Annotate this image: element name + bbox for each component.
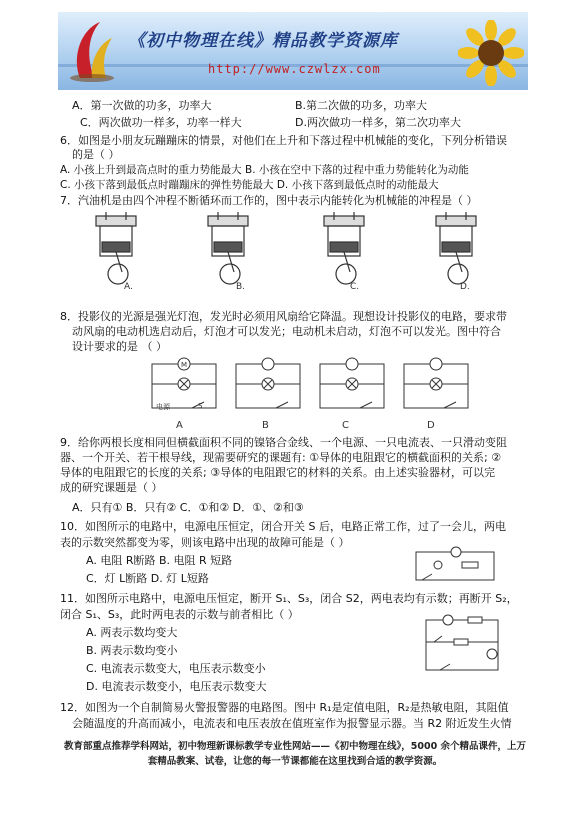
footer-line1: 教育部重点推荐学科网站，初中物理新课标教学专业性网站——《初中物理在线》，5000 余个精品课件，上万: [64, 741, 526, 752]
q9-stem-line2: 器、一个开关、若干根导线，现需要研究的课题有: ①导体的电阻跟它的横截面积的关系; ②: [60, 451, 502, 464]
q11-option-d: D. 电流表示数变小，电压表示数变大: [86, 680, 267, 693]
circuit-label-c: C: [342, 420, 349, 431]
q10-options-cd: C．灯 L断路 D. 灯 L短路: [86, 572, 209, 585]
q9-stem-line3: 导体的电阻跟它的长度的关系; ③导体的电阻跟它的材料的关系。由上述实验器材，可以完: [60, 466, 496, 479]
q9-options: A．只有① B．只有② C．①和② D．①、②和③: [72, 501, 304, 514]
q12-stem-line1: 12．如图为一个自制简易火警报警器的电路图。图中 R₁是定值电阻，R₂是热敏电阻，其阻值: [60, 701, 509, 714]
q5-option-c: C．两次做功一样多，功率一样大: [80, 116, 242, 129]
q5-option-b: B.第二次做的功多，功率大: [295, 99, 428, 112]
q8-stem-line3: 设计要求的是 （ ）: [72, 340, 167, 353]
q12-stem-line2: 会随温度的升高而减小，电流表和电压表放在值班室作为报警显示器。当 R2 附近发生火情: [72, 717, 512, 730]
switch-label: S: [198, 402, 203, 410]
footer-line2: 套精品教案、试卷，让您的每一节课都能在这里找到合适的教学资源。: [147, 756, 443, 767]
q6-stem-line2: 的是（ ）: [72, 148, 120, 161]
circuit-label-a: A: [176, 420, 183, 431]
engine-cylinder: [96, 212, 136, 284]
q11-circuit-diagram: [420, 612, 506, 676]
engine-label-a: A.: [124, 282, 133, 292]
circuit-label-b: B: [262, 420, 269, 431]
engine-label-d: D.: [460, 282, 470, 292]
header-banner: [58, 12, 528, 90]
q11-stem-line1: 11．如图所示电路中，电源电压恒定，断开 S₁、S₃，闭合 S2，两电表均有示数；再断开 S₂，: [60, 592, 518, 605]
q11-option-b: B. 两表示数均变小: [86, 644, 178, 657]
banner-title: 《初中物理在线》精品教学资源库: [128, 31, 398, 51]
engine-label-b: B.: [236, 282, 246, 292]
q9-stem-line1: 9．给你两根长度相同但横截面积不同的镍铬合金线、一个电源、一只电流表、一只滑动变阻: [60, 436, 507, 449]
q11-option-c: C. 电流表示数变大，电压表示数变小: [86, 662, 266, 675]
engine-figures: [80, 212, 520, 296]
power-label: 电源: [156, 403, 170, 411]
banner-url[interactable]: http://www.czwlzx.com: [208, 62, 381, 76]
sunflower-icon: [458, 20, 524, 86]
engine-strokes-diagram: [80, 212, 520, 296]
q6-options-cd: C. 小孩下落到最低点时蹦蹦床的弹性势能最大 D. 小孩下落到最低点时的动能最大: [60, 179, 439, 191]
q11-stem-line2: 闭合 S₁、S₃，此时两电表的示数与前者相比（ ）: [60, 608, 299, 621]
q10-stem-line2: 表的示数突然都变为零，则该电路中出现的故障可能是（ ）: [60, 536, 350, 549]
q11-option-a: A. 两表示数均变大: [86, 626, 178, 639]
q7-stem: 7．汽油机是由四个冲程不断循环而工作的，图中表示内能转化为机械能的冲程是（ ）: [60, 194, 478, 207]
q5-option-a: A．第一次做的功多，功率大: [72, 99, 212, 112]
q10-circuit-diagram: [412, 546, 498, 586]
q8-stem-line2: 动风扇的电动机选启动后，灯泡才可以发光；电动机未启动，灯泡不可以发光。图中符合: [72, 325, 501, 338]
circuit-label-d: D: [427, 420, 435, 431]
motor-symbol-label: M: [181, 361, 188, 369]
q9-stem-line4: 成的研究课题是（ ）: [60, 481, 163, 494]
q8-stem-line1: 8．投影仪的光源是强光灯泡，发光时必须用风扇给它降温。现想设计投影仪的电路，要求带: [60, 310, 507, 323]
q11-circuit-figure: [420, 612, 506, 676]
q10-stem-line1: 10．如图所示的电路中，电源电压恒定，闭合开关 S 后，电路正常工作，过了一会儿，两电: [60, 520, 506, 533]
q10-options-ab: A. 电阻 R断路 B. 电阻 R 短路: [86, 554, 233, 567]
q10-circuit-figure: [412, 546, 498, 586]
q5-option-d: D.两次做功一样多，第二次功率大: [295, 116, 461, 129]
q6-stem-line1: 6．如图是小朋友玩蹦蹦床的情景，对他们在上升和下落过程中机械能的变化，下列分析错误: [60, 134, 507, 147]
site-logo-icon: [66, 18, 116, 84]
engine-label-c: C.: [350, 282, 360, 292]
q6-options-ab: A. 小孩上升到最高点时的重力势能最大 B. 小孩在空中下落的过程中重力势能转化为动能: [60, 164, 469, 176]
